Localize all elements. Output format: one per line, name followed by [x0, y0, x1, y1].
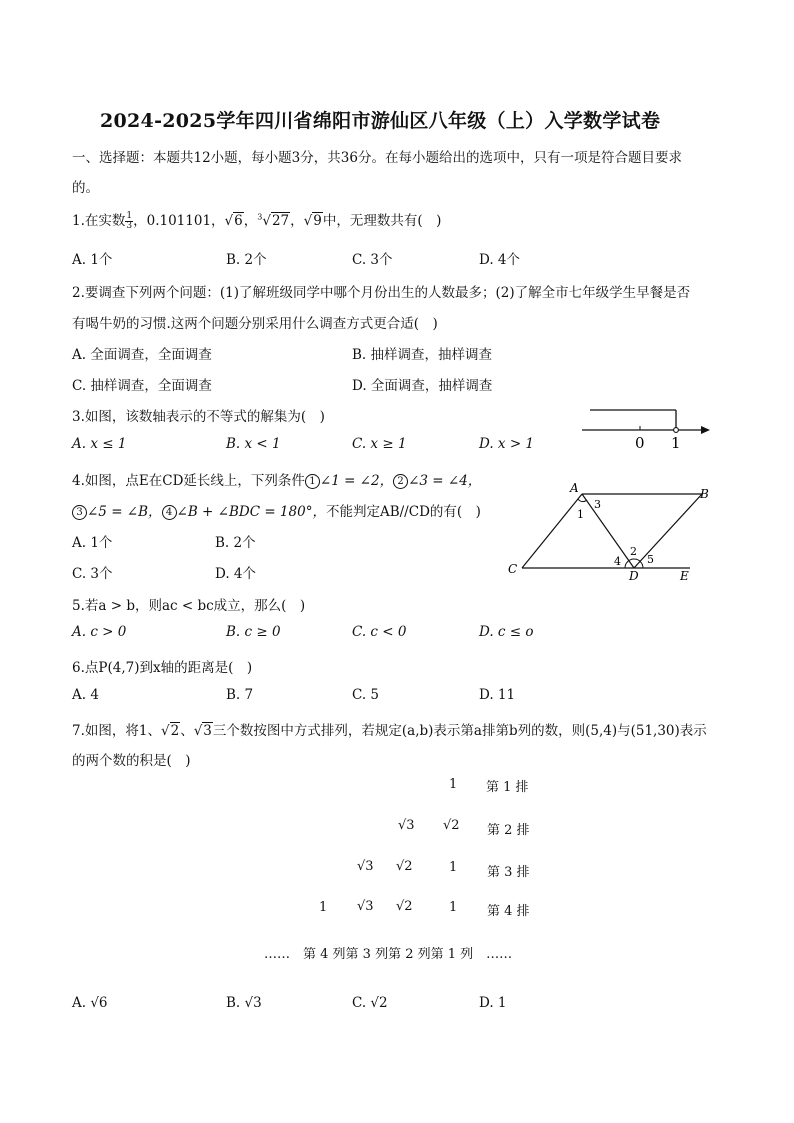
row3-label: 第 3 排 — [487, 865, 530, 880]
q2-option-b: B. 抽样调查，抽样调查 — [352, 347, 493, 363]
segment-ac — [522, 494, 582, 568]
point-d-label: D — [629, 569, 639, 583]
q4-option-b: B. 2个 — [215, 535, 256, 551]
axis-label-0: 0 — [635, 434, 645, 452]
question-7-stem-cont: 的两个数的积是( ) — [72, 753, 191, 769]
q6-option-b: B. 7 — [226, 687, 254, 703]
segment-bd — [634, 494, 702, 568]
q5-option-a: A. c > 0 — [72, 624, 127, 640]
q1-option-a: A. 1个 — [72, 252, 113, 268]
q7-option-d: D. 1 — [479, 995, 507, 1011]
point-c-label: C — [508, 562, 518, 576]
q7-sqrt2-radicand: 2 — [170, 723, 180, 739]
hollow-point — [674, 428, 679, 433]
q4-option-a: A. 1个 — [72, 535, 113, 551]
question-1-stem: 1.在实数 $\frac{1}{3}$ ，0.101101，√6，$^3$√27，√9中，无理数共有( ) — [72, 211, 442, 231]
q4-cond3-marker: 3 — [72, 505, 87, 520]
q1-option-b: B. 2个 — [226, 252, 267, 268]
q1-middle: ，0.101101， — [133, 213, 225, 229]
q3-option-d: D. x > 1 — [479, 436, 535, 452]
q4-cond2-marker: 2 — [393, 474, 408, 489]
q1-cbrt-index: 3 — [257, 212, 263, 222]
angle-4-label: 4 — [614, 555, 621, 568]
q2-option-a: A. 全面调查，全面调查 — [72, 347, 212, 363]
angle-1-label: 1 — [577, 508, 584, 521]
q3-option-c: C. x ≥ 1 — [352, 436, 407, 452]
q6-option-a: A. 4 — [72, 687, 99, 703]
q1-prefix: 1.在实数 — [72, 213, 126, 229]
q3-option-b: B. x < 1 — [226, 436, 281, 452]
question-2-stem-cont: 有喝牛奶的习惯.这两个问题分别采用什么调查方式更合适( ) — [72, 316, 438, 332]
q6-option-c: C. 5 — [352, 687, 380, 703]
row4-col3: √3 — [357, 899, 374, 914]
q1-frac-num: 1 — [126, 211, 133, 221]
q7-sep: 、 — [180, 723, 194, 739]
row2-col1: √2 — [443, 818, 460, 833]
axis-arrow-icon — [701, 426, 710, 434]
row3-col1: 1 — [449, 860, 458, 875]
row2-col2: √3 — [398, 818, 415, 833]
q4-option-c: C. 3个 — [72, 566, 113, 582]
row3-col2: √2 — [396, 859, 413, 874]
row2-label: 第 2 排 — [487, 823, 530, 838]
q1-sqrt9-radicand: 9 — [313, 213, 322, 229]
question-7-stem — [72, 719, 707, 739]
q4-cond1: ∠1 = ∠2， — [319, 473, 394, 489]
q7-option-c: C. √2 — [352, 995, 388, 1011]
q6-option-d: D. 11 — [479, 687, 516, 703]
q7-sqrt3: √3 — [193, 723, 212, 739]
question-2-stem: 2.要调查下列两个问题：(1)了解班级同学中哪个月份出生的人数最多；(2)了解全市七年级学生早餐是否 — [72, 285, 691, 301]
row4-col1: 1 — [449, 900, 458, 915]
question-6-stem: 6.点P(4,7)到x轴的距离是( ) — [72, 660, 253, 676]
q7-sqrt3-radicand: 3 — [203, 723, 212, 739]
question-4-stem — [72, 469, 481, 489]
row4-col4: 1 — [319, 900, 328, 915]
q5-option-b: B. c ≥ 0 — [226, 624, 281, 640]
q1-option-d: D. 4个 — [479, 252, 521, 268]
q7-option-a: A. √6 — [72, 995, 108, 1011]
q1-sqrt6: √6 — [224, 213, 243, 229]
point-a-label: A — [570, 481, 579, 495]
question-5-stem: 5.若a > b，则ac < bc成立，那么( ) — [72, 598, 306, 614]
q4-cond3: ∠5 = ∠B， — [87, 504, 162, 520]
row3-col3: √3 — [357, 859, 374, 874]
section-heading-cont: 的。 — [72, 180, 99, 196]
q1-suffix: 中，无理数共有( ) — [322, 213, 442, 229]
q1-cbrt27-radicand: 27 — [271, 213, 290, 229]
row4-label: 第 4 排 — [487, 904, 530, 919]
q4-line2-tail: 不能判定AB//CD的有( ) — [325, 504, 481, 520]
row1-label: 第 1 排 — [486, 780, 529, 795]
q7-sqrt2: √2 — [160, 723, 180, 739]
angle-5-label: 5 — [647, 553, 654, 566]
q1-cbrt27: $^3$√27 — [257, 212, 290, 229]
q2-option-d: D. 全面调查，抽样调查 — [352, 378, 493, 394]
q1-sqrt9: √9 — [303, 213, 322, 229]
q7-option-b: B. √3 — [226, 995, 262, 1011]
point-b-label: B — [700, 487, 709, 501]
q4-cond1-marker: 1 — [305, 474, 320, 489]
q4-option-d: D. 4个 — [215, 566, 257, 582]
q1-fraction — [125, 212, 133, 231]
angle-2-label: 2 — [630, 545, 637, 558]
point-e-label: E — [680, 569, 689, 583]
page-title: 2024-2025学年四川省绵阳市游仙区八年级（上）入学数学试卷 — [100, 110, 661, 132]
q1-option-c: C. 3个 — [352, 252, 393, 268]
number-line-figure — [580, 400, 720, 454]
question-4-stem-cont — [72, 500, 481, 520]
q1-frac-den: 3 — [126, 221, 133, 231]
q4-line1: 4.如图，点E在CD延长线上，下列条件 — [72, 473, 305, 489]
q3-option-a: A. x ≤ 1 — [72, 436, 127, 452]
q5-option-d: D. c ≤ o — [479, 624, 534, 640]
angle-3-label: 3 — [594, 498, 601, 511]
row4-col2: √2 — [396, 899, 413, 914]
axis-label-1: 1 — [671, 434, 681, 452]
q4-cond4-marker: 4 — [162, 505, 177, 520]
q4-cond2: ∠3 = ∠4， — [408, 473, 482, 489]
q1-sqrt6-radicand: 6 — [234, 213, 243, 229]
column-labels: …… 第 4 列第 3 列第 2 列第 1 列 …… — [264, 947, 513, 962]
row1-col1: 1 — [449, 777, 458, 792]
q2-option-c: C. 抽样调查，全面调查 — [72, 378, 212, 394]
question-3-stem: 3.如图，该数轴表示的不等式的解集为( ) — [72, 409, 325, 425]
q7-line1-b: 三个数按图中方式排列，若规定(a,b)表示第a排第b列的数，则(5,4)与(51,30)表示 — [212, 723, 707, 739]
q5-option-c: C. c < 0 — [352, 624, 407, 640]
q4-cond4: ∠B + ∠BDC = 180°， — [176, 504, 326, 520]
segment-ad — [582, 494, 634, 568]
parallel-lines-figure — [500, 478, 730, 588]
q7-line1-a: 7.如图，将1、 — [72, 723, 161, 739]
section-heading: 一、选择题：本题共12小题，每小题3分，共36分。在每小题给出的选项中，只有一项是符合题目要求 — [72, 150, 682, 166]
